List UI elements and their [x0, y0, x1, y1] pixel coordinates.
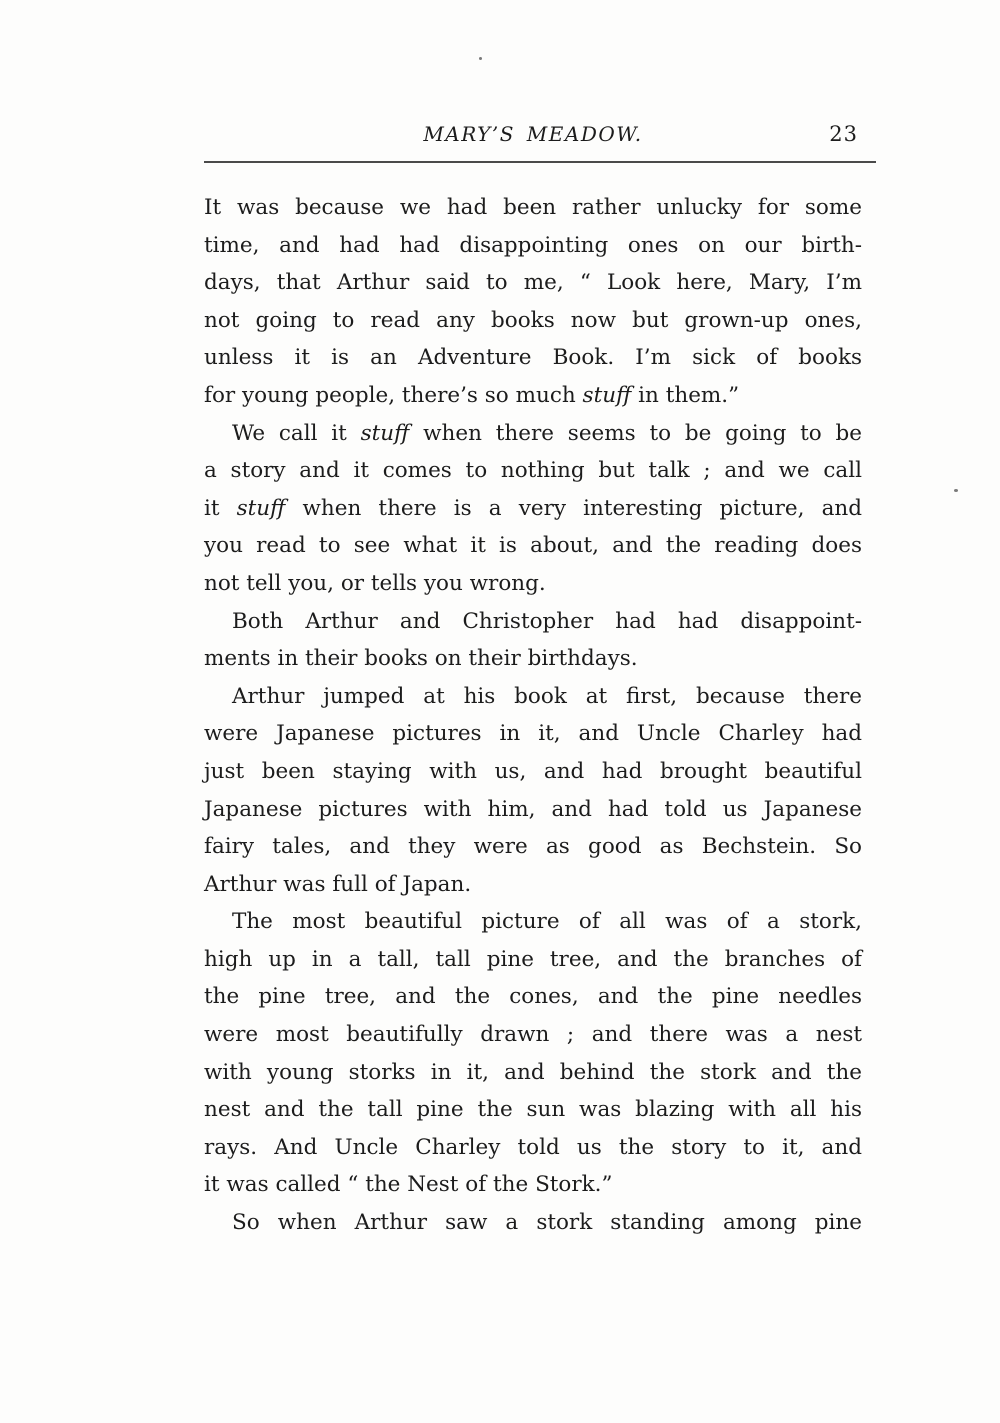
- text-segment: The most beautiful picture of all was of a stork,: [232, 909, 862, 935]
- running-title: MARY’S MEADOW.: [423, 122, 643, 146]
- italic-text: stuff: [582, 382, 632, 408]
- text-segment: Arthur was full of Japan.: [204, 871, 472, 897]
- text-line: [204, 978, 862, 1016]
- text-line: [204, 1091, 862, 1129]
- text-line: [204, 415, 862, 453]
- scan-artifact-dot: [954, 489, 958, 492]
- text-line: [204, 1204, 862, 1242]
- text-line: [204, 903, 862, 941]
- text-segment: ments in their books on their birthdays.: [204, 646, 638, 672]
- text-line: [204, 1166, 862, 1204]
- paragraph: [204, 1204, 862, 1242]
- text-segment: the pine tree, and the cones, and the pine needles: [204, 984, 862, 1010]
- italic-text: stuff: [236, 495, 286, 521]
- text-segment: it: [204, 495, 237, 521]
- paragraph: [204, 603, 862, 678]
- text-line: [204, 339, 862, 377]
- text-line: [204, 227, 862, 265]
- text-segment: were most beautifully drawn ; and there was a nest: [204, 1022, 862, 1048]
- text-line: [204, 565, 862, 603]
- text-segment: Both Arthur and Christopher had had disappoint-: [232, 608, 862, 634]
- text-segment: in them.”: [631, 382, 740, 408]
- text-segment: nest and the tall pine the sun was blazing with all his: [204, 1097, 862, 1123]
- text-segment: a story and it comes to nothing but talk ; and we call: [204, 458, 862, 484]
- text-segment: were Japanese pictures in it, and Uncle Charley had: [204, 721, 862, 747]
- text-segment: So when Arthur saw a stork standing among pine: [232, 1210, 862, 1236]
- text-line: [204, 941, 862, 979]
- text-line: [204, 640, 862, 678]
- text-line: [204, 490, 862, 528]
- text-line: [204, 1054, 862, 1092]
- text-segment: Arthur jumped at his book at first, because there: [232, 683, 862, 709]
- paragraph: [204, 678, 862, 904]
- text-line: [204, 302, 862, 340]
- text-segment: Japanese pictures with him, and had told us Japanese: [204, 796, 862, 822]
- text-line: [204, 603, 862, 641]
- text-line: [204, 866, 862, 904]
- text-line: [204, 1016, 862, 1054]
- text-line: [204, 828, 862, 866]
- text-segment: just been staying with us, and had brought beautiful: [204, 758, 862, 784]
- text-segment: high up in a tall, tall pine tree, and the branches of: [204, 946, 862, 972]
- italic-text: stuff: [360, 420, 410, 446]
- text-line: [204, 264, 862, 302]
- text-segment: with young storks in it, and behind the stork and the: [204, 1059, 862, 1085]
- paragraph: [204, 903, 862, 1204]
- text-segment: time, and had had disappointing ones on our birth-: [204, 232, 862, 258]
- text-segment: when there is a very interesting picture, and: [285, 495, 862, 521]
- text-line: [204, 1129, 862, 1167]
- page-body: [204, 189, 862, 1242]
- scan-artifact-dot: [479, 57, 482, 60]
- text-line: [204, 527, 862, 565]
- text-line: [204, 715, 862, 753]
- text-segment: We call it: [232, 420, 361, 446]
- page-header: [204, 122, 862, 154]
- text-segment: It was because we had been rather unlucky for some: [204, 195, 862, 220]
- header-rule: [204, 161, 876, 163]
- page-number: 23: [829, 122, 858, 146]
- text-line: [204, 753, 862, 791]
- text-segment: not tell you, or tells you wrong.: [204, 570, 546, 596]
- text-line: [204, 189, 862, 227]
- text-segment: rays. And Uncle Charley told us the story to it, and: [204, 1134, 862, 1160]
- text-segment: unless it is an Adventure Book. I’m sick of books: [204, 345, 862, 371]
- paragraph: [204, 189, 862, 415]
- text-segment: days, that Arthur said to me, “ Look here, Mary, I’m: [204, 270, 862, 296]
- text-segment: for young people, there’s so much: [204, 382, 583, 408]
- text-segment: it was called “ the Nest of the Stork.”: [204, 1172, 613, 1198]
- text-segment: fairy tales, and they were as good as Bechstein. So: [204, 834, 862, 860]
- text-line: [204, 791, 862, 829]
- text-segment: when there seems to be going to be: [409, 420, 862, 446]
- text-line: [204, 678, 862, 716]
- text-line: [204, 452, 862, 490]
- text-segment: you read to see what it is about, and the reading does: [204, 533, 862, 559]
- text-line: [204, 377, 862, 415]
- text-segment: not going to read any books now but grown-up ones,: [204, 307, 862, 333]
- paragraph: [204, 415, 862, 603]
